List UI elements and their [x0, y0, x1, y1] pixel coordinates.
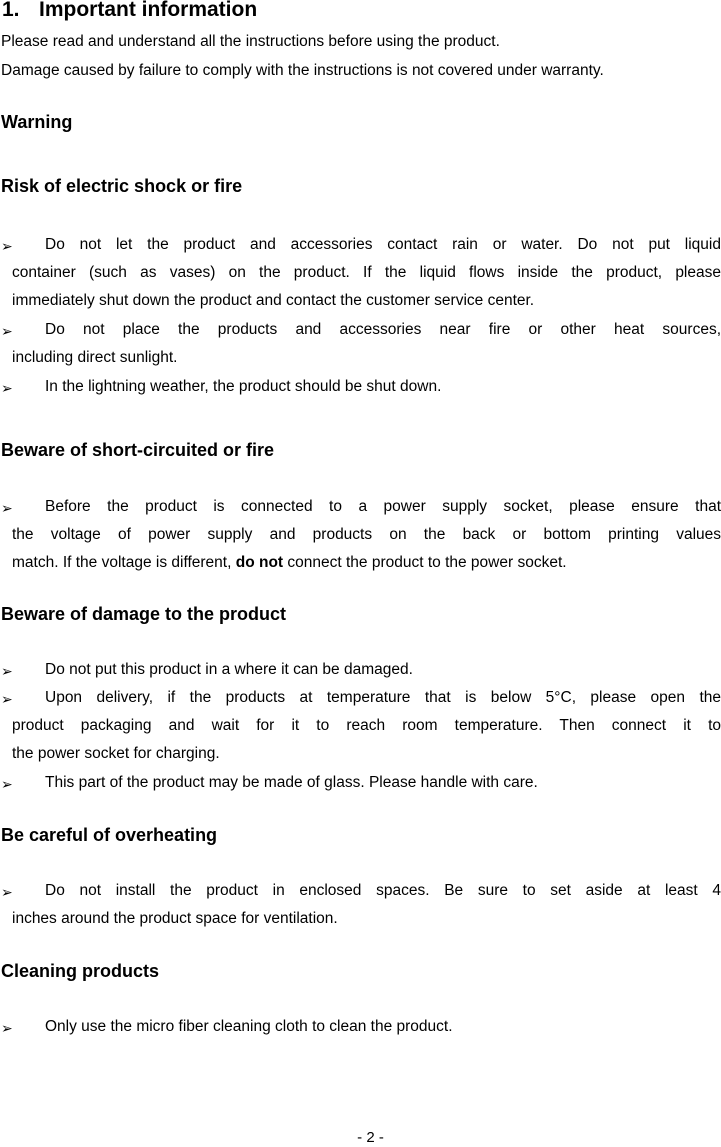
bullet-arrow-icon: ➢	[1, 691, 13, 707]
heat-bullet-1-line-2: inches around the product space for ventilation.	[12, 910, 338, 927]
damage-heading: Beware of damage to the product	[1, 604, 287, 624]
short-bullet-1-line-2: the voltage of power supply and products on the back or bottom printing values	[12, 526, 721, 543]
bullet-arrow-icon: ➢	[1, 884, 13, 900]
shock-bullet-1-line-3: immediately shut down the product and contact the customer service center.	[12, 292, 535, 309]
section-title: Important information	[39, 0, 258, 21]
bullet-arrow-icon: ➢	[1, 1020, 13, 1036]
damage-bullet-1-line-1: Do not put this product in a where it can be damaged.	[45, 661, 413, 678]
intro-line-2: Damage caused by failure to comply with the instructions is not covered under warranty.	[1, 62, 604, 79]
damage-bullet-2-line-2: product packaging and wait for it to reach room temperature. Then connect it to	[12, 717, 721, 734]
bullet-arrow-icon: ➢	[1, 500, 13, 516]
shock-bullet-1-line-1: Do not let the product and accessories contact rain or water. Do not put liquid	[45, 236, 721, 253]
bullet-arrow-icon: ➢	[1, 238, 13, 254]
page-number: - 2 -	[357, 1129, 384, 1146]
clean-heading: Cleaning products	[1, 961, 160, 981]
short-heading: Beware of short-circuited or fire	[1, 440, 275, 460]
page-title	[2, 0, 257, 22]
short-bullet-1-line-3-tail: connect the product to the power socket.	[283, 554, 567, 571]
heat-heading: Be careful of overheating	[1, 825, 218, 845]
clean-bullet-1-line-1: Only use the micro fiber cleaning cloth to clean the product.	[45, 1018, 453, 1035]
intro-line-1: Please read and understand all the instructions before using the product.	[1, 33, 500, 50]
heat-bullet-1-line-1: Do not install the product in enclosed spaces. Be sure to set aside at least 4	[45, 882, 721, 899]
section-number: 1.	[2, 0, 20, 21]
shock-bullet-2-line-2: including direct sunlight.	[12, 349, 178, 366]
bullet-arrow-icon: ➢	[1, 323, 13, 339]
damage-bullet-2-line-1: Upon delivery, if the products at temperature that is below 5°C, please open the	[45, 689, 721, 706]
shock-bullet-3-line-1: In the lightning weather, the product should be shut down.	[45, 378, 442, 395]
short-bullet-1-line-3	[12, 554, 567, 572]
shock-heading: Risk of electric shock or fire	[1, 176, 243, 196]
damage-bullet-3-line-1: This part of the product may be made of glass. Please handle with care.	[45, 774, 538, 791]
bullet-arrow-icon: ➢	[1, 380, 13, 396]
bullet-arrow-icon: ➢	[1, 663, 13, 679]
warning-label: Warning	[1, 112, 73, 132]
shock-bullet-2-line-1: Do not place the products and accessories near fire or other heat sources,	[45, 321, 721, 338]
short-bullet-1-line-3-text: match. If the voltage is different,	[12, 554, 236, 571]
short-bullet-1-line-1: Before the product is connected to a power supply socket, please ensure that	[45, 498, 721, 515]
bullet-arrow-icon: ➢	[1, 776, 13, 792]
do-not-emphasis: do not	[235, 554, 284, 571]
damage-bullet-2-line-3: the power socket for charging.	[12, 745, 220, 762]
shock-bullet-1-line-2: container (such as vases) on the product. If the liquid flows inside the product, please	[12, 264, 721, 281]
